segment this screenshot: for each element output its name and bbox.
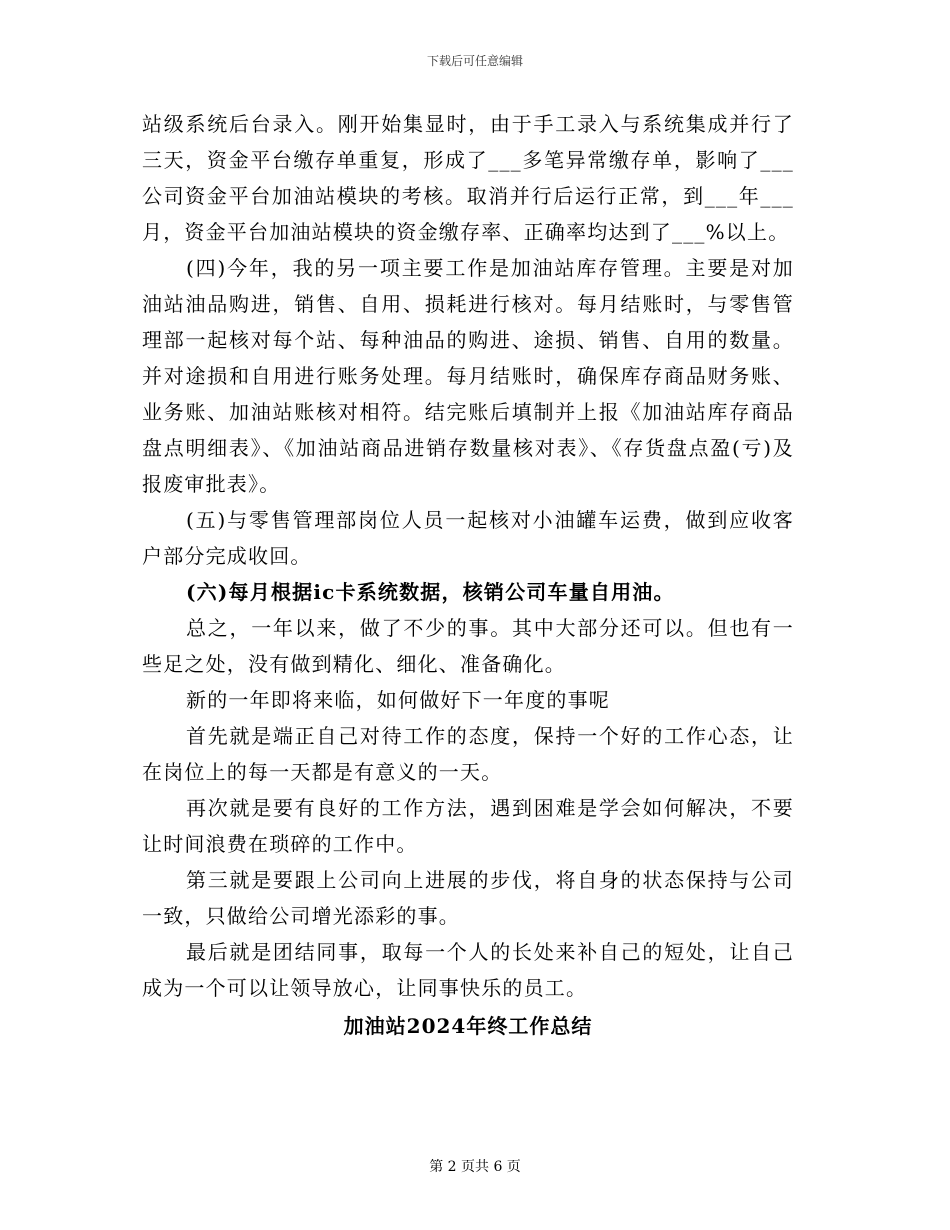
document-title: 加油站2024年终工作总结 xyxy=(343,1014,593,1038)
paragraph-summary: 总之，一年以来，做了不少的事。其中大部分还可以。但也有一些足之处，没有做到精化、细化、准备确化。 xyxy=(142,616,794,676)
paragraph-section-4: (四)今年，我的另一项主要工作是加油站库存管理。主要是对加油站油品购进，销售、自用、损耗进行核对。每月结账时，与零售管理部一起核对每个站、每种油品的购进、途损、销售、自用的数量。并对途损和自用进行账务处理。每月结账时，确保库存商品财务账、业务账、加油站账核对相符。结完账后填制并上报《加油站库存商品盘点明细表》、《加油站商品进销存数量核对表》、《存货盘点盈(亏)及报废审批表》。 xyxy=(142,256,794,496)
paragraph-new-year: 新的一年即将来临，如何做好下一年度的事呢 xyxy=(186,688,610,712)
paragraph-section-6: (六)每月根据ic卡系统数据，核销公司车量自用油。 xyxy=(186,580,675,604)
paragraph-first: 首先就是端正自己对待工作的态度，保持一个好的工作心态，让在岗位上的每一天都是有意义的一天。 xyxy=(142,724,794,784)
page-footer: 第 2 页共 6 页 xyxy=(429,1159,521,1175)
page-header: 下载后可任意编辑 xyxy=(426,54,523,68)
paragraph-last: 最后就是团结同事，取每一个人的长处来补自己的短处，让自己成为一个可以让领导放心，让同事快乐的员工。 xyxy=(142,940,794,1000)
paragraph-section-5: (五)与零售管理部岗位人员一起核对小油罐车运费，做到应收客户部分完成收回。 xyxy=(142,508,794,568)
paragraph-continuation: 站级系统后台录入。刚开始集显时，由于手工录入与系统集成并行了三天，资金平台缴存单重复，形成了___多笔异常缴存单，影响了___公司资金平台加油站模块的考核。取消并行后运行正常，到___年___月，资金平台加油站模块的资金缴存率、正确率均达到了___%以上。 xyxy=(142,112,794,244)
document-body xyxy=(142,106,794,1044)
paragraph-third: 第三就是要跟上公司向上进展的步伐，将自身的状态保持与公司一致，只做给公司增光添彩的事。 xyxy=(142,868,794,928)
paragraph-second: 再次就是要有良好的工作方法，遇到困难是学会如何解决，不要让时间浪费在琐碎的工作中。 xyxy=(142,796,794,856)
